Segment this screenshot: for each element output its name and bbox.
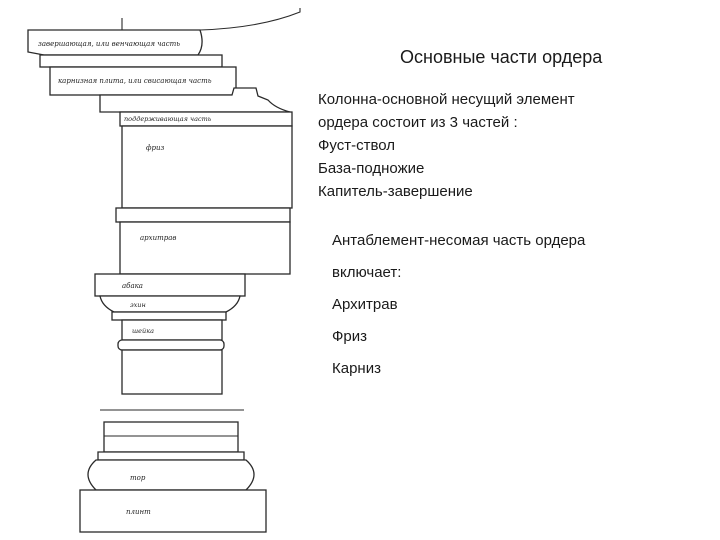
base-plinth	[80, 490, 266, 532]
cornice-top-edge	[30, 8, 300, 30]
entablature-part-architrave: Архитрав	[332, 296, 398, 313]
shaft-top	[122, 350, 222, 394]
column-part-capital: Капитель-завершение	[318, 183, 473, 200]
base	[80, 422, 266, 532]
frieze-block	[122, 126, 292, 208]
capital-echinus	[100, 296, 240, 312]
base-scotia	[98, 452, 244, 460]
label-echinus: эхин	[130, 301, 146, 309]
architrave	[116, 208, 290, 274]
label-plinth: плинт	[126, 508, 151, 516]
label-architrave: архитрав	[140, 234, 177, 242]
column-part-shaft: Фуст-ствол	[318, 137, 396, 154]
page-title: Основные части ордера	[400, 47, 603, 67]
entablature-description	[332, 230, 672, 390]
cornice-corona	[40, 55, 222, 67]
label-torus: тор	[130, 474, 146, 482]
architrave-block	[120, 222, 290, 274]
label-cornice-top: завершающая, или венчающая часть	[38, 40, 181, 48]
entablature-description-line: Антаблемент-несомая часть ордера	[332, 232, 586, 249]
label-cornice-middle: карнизная плита, или свисающая часть	[58, 77, 212, 85]
label-neck: шейка	[132, 327, 154, 335]
entablature-part-frieze: Фриз	[332, 328, 368, 345]
label-cornice-bottom: поддерживающая часть	[124, 115, 212, 123]
cornice	[28, 8, 300, 126]
frieze	[122, 126, 292, 208]
column-part-base: База-подножие	[318, 160, 425, 177]
capital-astragal	[118, 340, 224, 350]
architrave-taenia	[116, 208, 290, 222]
capital-annulets	[112, 312, 226, 320]
entablature-description-line: включает:	[332, 264, 402, 281]
label-abacus: абака	[122, 282, 143, 290]
entablature-part-cornice: Карниз	[332, 360, 381, 377]
base-shaft-end	[104, 422, 238, 452]
capital-abacus	[95, 274, 245, 296]
capital	[95, 274, 245, 350]
column-description-line: Колонна-основной несущий элемент	[318, 91, 575, 108]
shaft	[100, 350, 244, 410]
base-torus	[88, 460, 254, 490]
column-description-line: ордера состоит из 3 частей :	[318, 114, 518, 131]
label-frieze: фриз	[146, 144, 165, 152]
column-description	[318, 88, 648, 203]
